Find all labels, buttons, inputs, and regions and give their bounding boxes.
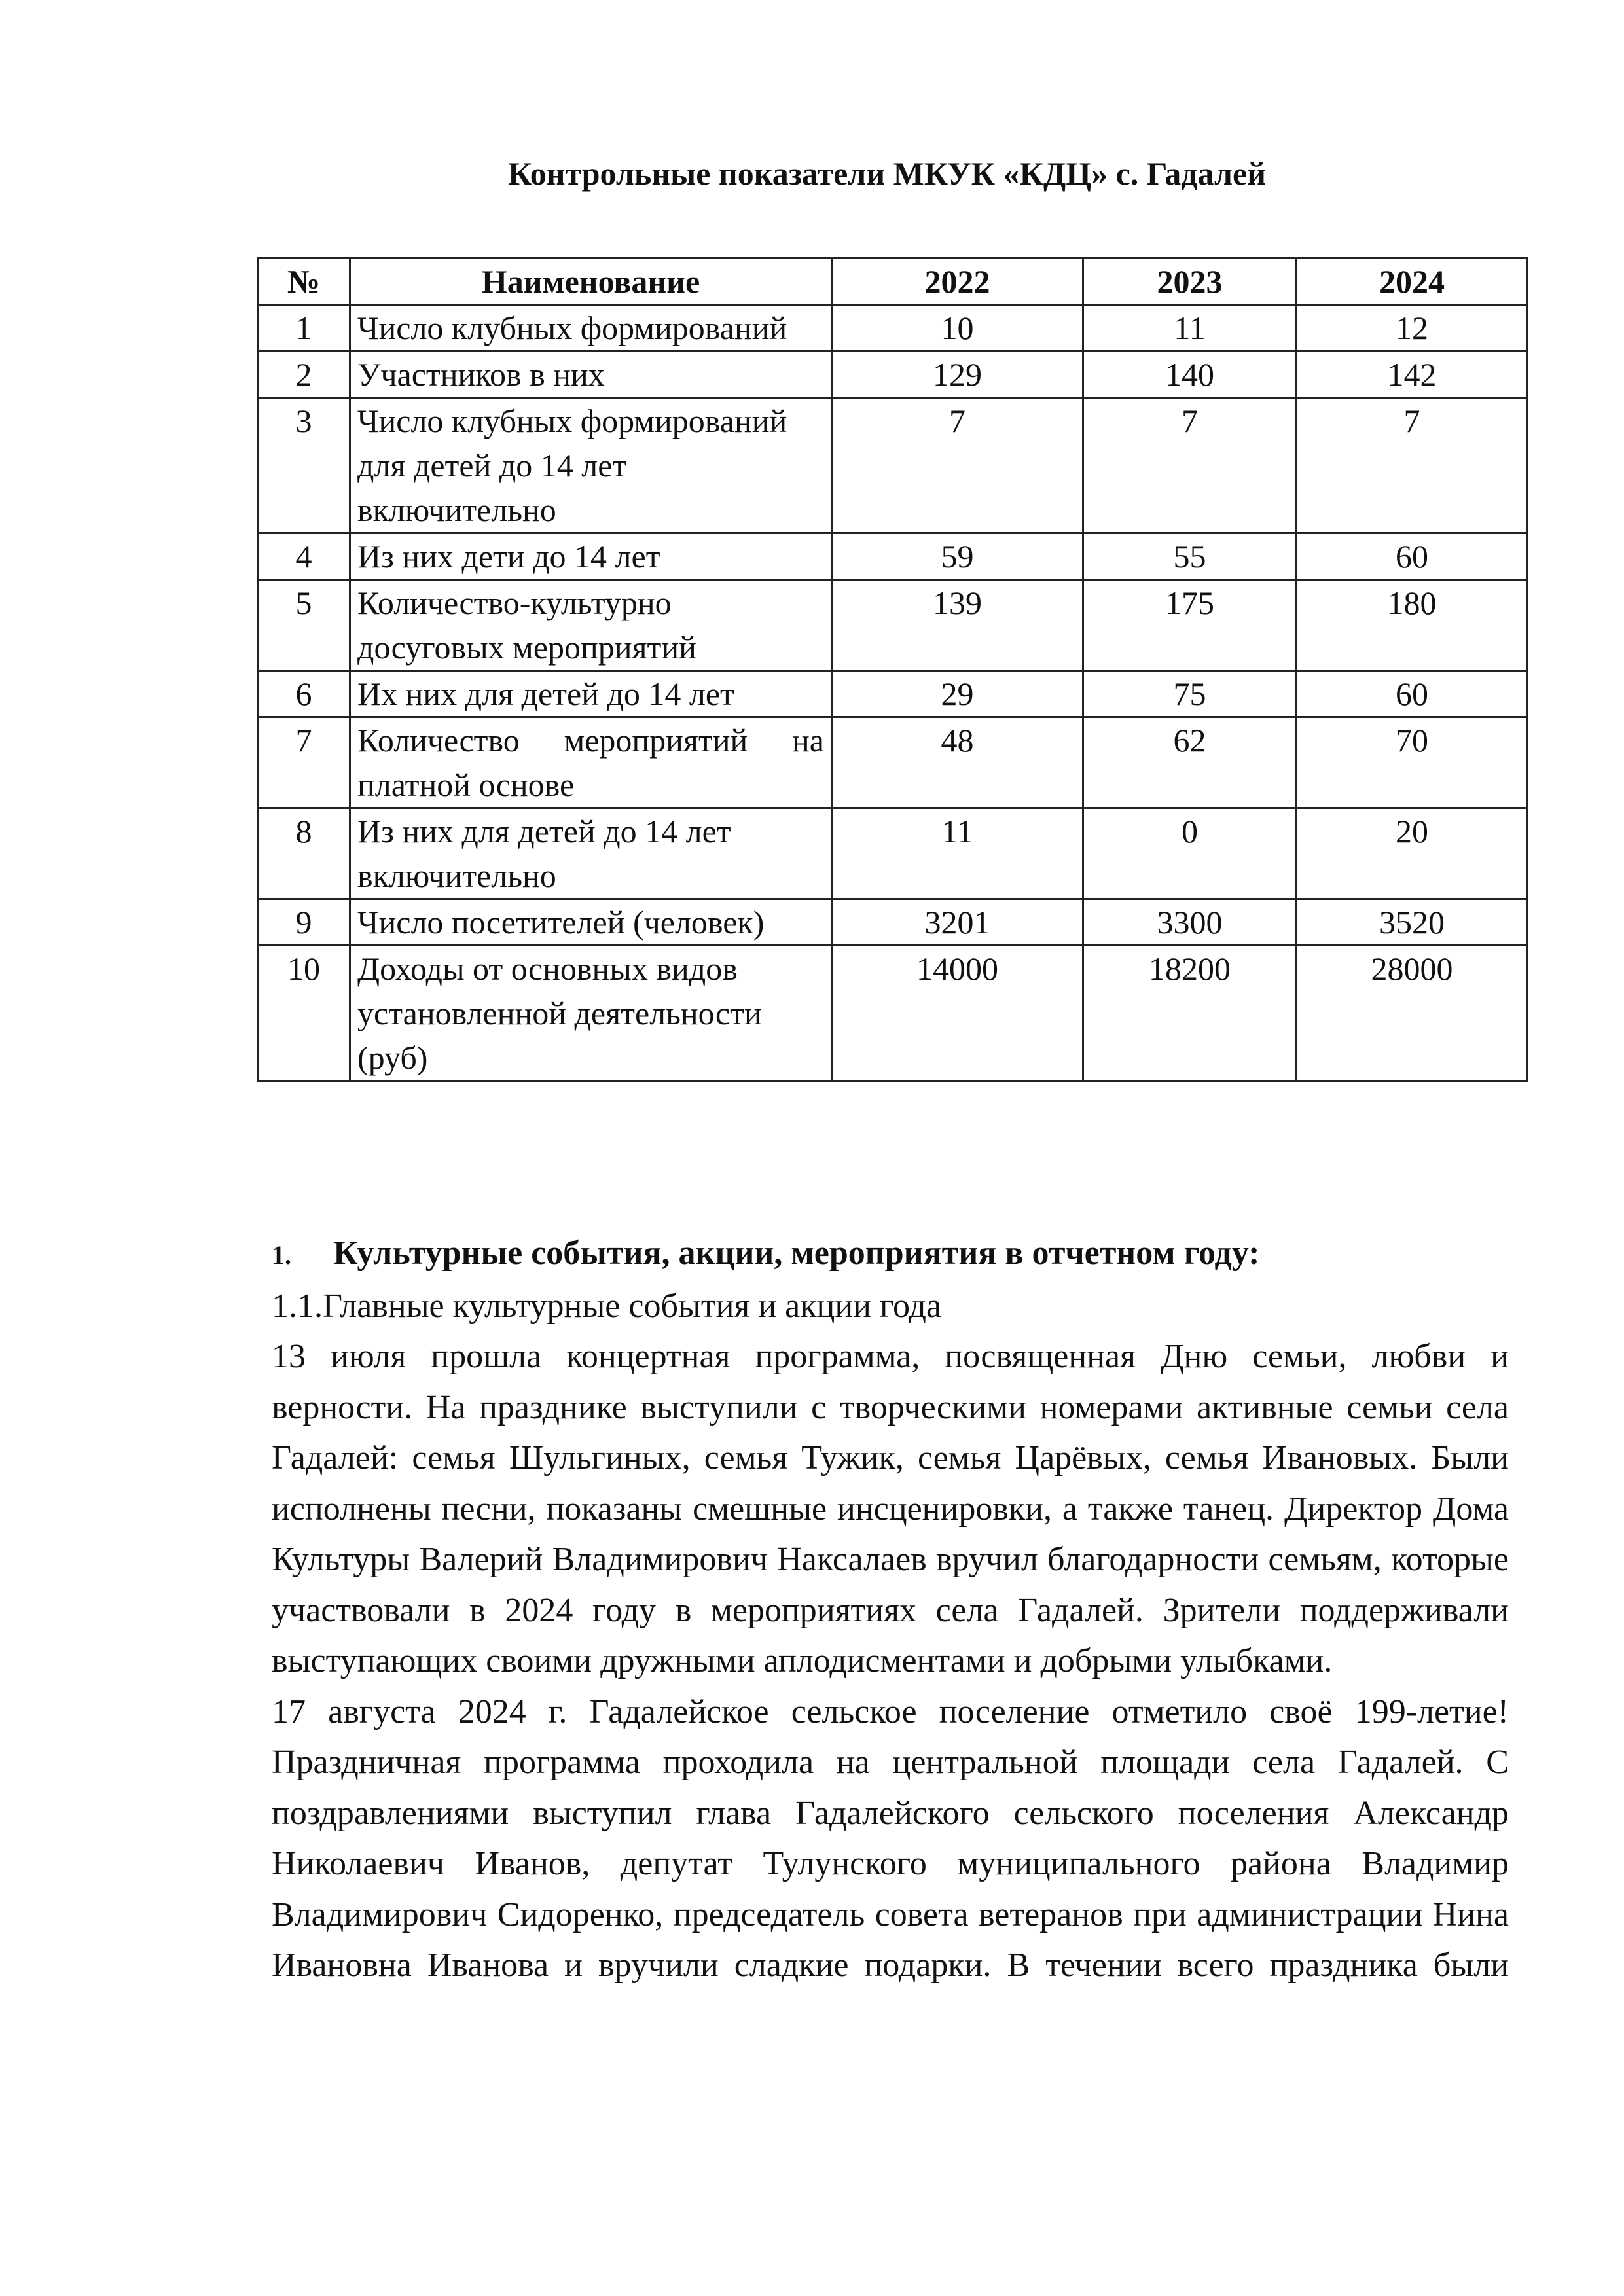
value-2022: 59 — [832, 533, 1083, 580]
value-2023: 7 — [1083, 398, 1297, 533]
value-2024: 70 — [1297, 717, 1528, 808]
value-2022: 29 — [832, 671, 1083, 717]
indicators-table — [257, 257, 1528, 1082]
row-number: 5 — [258, 580, 350, 671]
table-header-row — [258, 259, 1528, 305]
page-title: Контрольные показатели МКУК «КДЦ» с. Гадалей — [507, 155, 1267, 192]
row-number: 2 — [258, 351, 350, 398]
row-number: 7 — [258, 717, 350, 808]
table-row — [258, 305, 1528, 351]
row-name: Участников в них — [350, 351, 832, 398]
value-2023: 0 — [1083, 808, 1297, 899]
value-2023: 175 — [1083, 580, 1297, 671]
header-number: № — [258, 259, 350, 305]
row-name: Число клубных формирований для детей до 14 лет включительно — [350, 398, 832, 533]
subsection-heading: 1.1.Главные культурные события и акции года — [272, 1287, 942, 1325]
report-body — [272, 1228, 1509, 1991]
value-2024: 7 — [1297, 398, 1528, 533]
row-name: Число посетителей (человек) — [350, 899, 832, 946]
row-number: 10 — [258, 946, 350, 1081]
value-2023: 62 — [1083, 717, 1297, 808]
value-2024: 60 — [1297, 533, 1528, 580]
value-2024: 28000 — [1297, 946, 1528, 1081]
value-2022: 139 — [832, 580, 1083, 671]
value-2024: 3520 — [1297, 899, 1528, 946]
value-2023: 18200 — [1083, 946, 1297, 1081]
value-2022: 48 — [832, 717, 1083, 808]
row-name: Число клубных формирований — [350, 305, 832, 351]
row-name: Количество-культурно досуговых мероприятий — [350, 580, 832, 671]
value-2024: 142 — [1297, 351, 1528, 398]
table-row — [258, 671, 1528, 717]
header-2022: 2022 — [832, 259, 1083, 305]
value-2024: 60 — [1297, 671, 1528, 717]
value-2024: 20 — [1297, 808, 1528, 899]
table-row — [258, 580, 1528, 671]
row-name: Количество мероприятий на платной основе — [350, 717, 832, 808]
value-2022: 10 — [832, 305, 1083, 351]
section-number: 1. — [272, 1240, 291, 1270]
value-2022: 11 — [832, 808, 1083, 899]
row-number: 1 — [258, 305, 350, 351]
value-2023: 140 — [1083, 351, 1297, 398]
table-row — [258, 398, 1528, 533]
value-2022: 3201 — [832, 899, 1083, 946]
value-2023: 75 — [1083, 671, 1297, 717]
row-name: Из них дети до 14 лет — [350, 533, 832, 580]
row-name: Доходы от основных видов установленной деятельности (руб) — [350, 946, 832, 1081]
table-row — [258, 533, 1528, 580]
value-2023: 3300 — [1083, 899, 1297, 946]
value-2022: 7 — [832, 398, 1083, 533]
row-number: 9 — [258, 899, 350, 946]
value-2022: 14000 — [832, 946, 1083, 1081]
table-row — [258, 899, 1528, 946]
row-number: 4 — [258, 533, 350, 580]
section-heading-text: Культурные события, акции, мероприятия в отчетном году: — [333, 1234, 1260, 1272]
value-2024: 12 — [1297, 305, 1528, 351]
paragraph: 13 июля прошла концертная программа, посвященная Дню семьи, любви и верности. На празднике выступили с творческими номерами активные семьи села Гадалей: семья Шульгиных, семья Тужик, семья Царёвых, семья Ивановых. Были исполнены песни, показаны смешные инсценировки, а также танец. Директор Дома Культуры Валерий Владимирович Наксалаев вручил благодарности семьям, которые участвовали в 2024 году в мероприятиях села Гадалей. Зрители поддерживали выступающих своими дружными аплодисментами и добрыми улыбками. — [272, 1338, 1509, 1679]
row-number: 3 — [258, 398, 350, 533]
value-2023: 55 — [1083, 533, 1297, 580]
header-name: Наименование — [350, 259, 832, 305]
value-2022: 129 — [832, 351, 1083, 398]
section-heading — [272, 1228, 1509, 1281]
table-row — [258, 946, 1528, 1081]
row-number: 6 — [258, 671, 350, 717]
table-row — [258, 808, 1528, 899]
table-row — [258, 351, 1528, 398]
header-2023: 2023 — [1083, 259, 1297, 305]
row-name: Из них для детей до 14 лет включительно — [350, 808, 832, 899]
value-2024: 180 — [1297, 580, 1528, 671]
value-2023: 11 — [1083, 305, 1297, 351]
table-row — [258, 717, 1528, 808]
row-name: Их них для детей до 14 лет — [350, 671, 832, 717]
row-number: 8 — [258, 808, 350, 899]
header-2024: 2024 — [1297, 259, 1528, 305]
paragraph: 17 августа 2024 г. Гадалейское сельское поселение отметило своё 199-летие! Праздничная программа проходила на центральной площади села Гадалей. С поздравлениями выступил глава Гадалейского сельского поселения Александр Николаевич Иванов, депутат Тулунского муниципального района Владимир Владимирович Сидоренко, председатель совета ветеранов при администрации Нина Ивановна Иванова и вручили сладкие подарки. В течении всего праздника были — [272, 1693, 1509, 1984]
